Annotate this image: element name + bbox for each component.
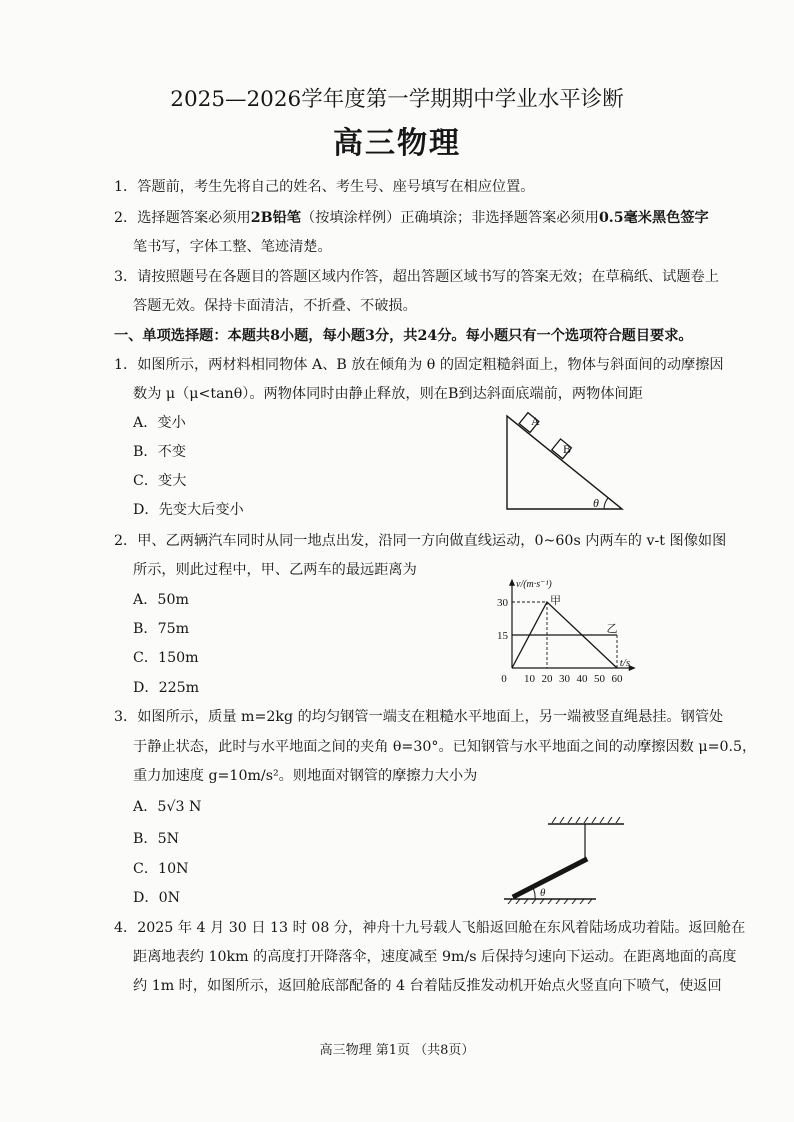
x-tick-label: 20 [541, 673, 553, 685]
instruction-3: 3．请按照题号在各题目的答题区域内作答，超出答题区域书写的答案无效；在草稿纸、试题卷上 [114, 269, 719, 285]
q1-stem-line2: 数为 μ（μ<tanθ）。两物体同时由静止释放，则在B到达斜面底端前，两物体间距 [133, 386, 643, 402]
series-label-yi: 乙 [606, 623, 618, 635]
q3-stem-line3: 重力加速度 g=10m/s²。则地面对钢管的摩擦力大小为 [133, 768, 478, 784]
q4-stem-line3: 约 1m 时，如图所示，返回舱底部配备的 4 台着陆反推发动机开始点火竖直向下喷气，使返回 [133, 978, 722, 994]
instruction-3-cont: 答题无效。保持卡面清洁，不折叠、不破损。 [133, 298, 417, 314]
ground-hatch [508, 899, 592, 904]
y-tick-label: 30 [497, 597, 508, 609]
incline-triangle [507, 416, 622, 509]
pipe-theta-label: θ [540, 887, 546, 899]
q2-option-d: D．225m [133, 680, 200, 696]
x-tick-label: 50 [594, 673, 605, 685]
q3-pipe-figure [500, 812, 635, 904]
q2-option-b: B．75m [133, 621, 190, 637]
q1-option-a: A．变小 [133, 415, 186, 431]
instruction-2-cont: 笔书写，字体工整、笔迹清楚。 [133, 239, 332, 255]
q4-stem-line1: 4．2025 年 4 月 30 日 13 时 08 分，神舟十九号载人飞船返回舱在东风着陆场成功着陆。返回舱在 [114, 920, 746, 936]
angle-arc [604, 498, 608, 509]
x-tick-label: 30 [559, 673, 570, 685]
q3-option-c: C．10N [133, 861, 189, 877]
q3-stem-line1: 3．如图所示，质量 m=2kg 的均匀钢管一端支在粗糙水平地面上，另一端被竖直绳悬挂。钢管处 [114, 709, 724, 725]
x-tick-label: 40 [576, 673, 588, 685]
subject-title: 高三物理 [333, 126, 461, 161]
block-a-label: A [531, 414, 540, 428]
y-tick-label: 15 [497, 630, 508, 642]
page-footer: 高三物理 第1页 （共8页） [319, 1043, 475, 1058]
q2-option-c: C．150m [133, 650, 199, 666]
instruction-2: 2．选择题答案必须用2B铅笔（按填涂样例）正确填涂；非选择题答案必须用0.5毫米黑色签字 [114, 210, 709, 226]
steel-pipe [515, 860, 585, 896]
q4-stem-line2: 距离地表约 10km 的高度打开降落伞，速度减至 9m/s 后保持匀速向下运动。在距离地面的高度 [133, 949, 737, 965]
q1-option-d: D．先变大后变小 [133, 502, 244, 518]
q1-option-b: B．不变 [133, 444, 186, 460]
pipe-angle-arc [533, 888, 535, 899]
x-tick-label: 0 [501, 673, 507, 685]
y-axis-arrow [509, 579, 515, 586]
q3-option-b: B．5N [133, 831, 180, 847]
ceiling-hatch [552, 817, 620, 823]
q2-stem-line2: 所示，则此过程中，甲、乙两车的最远距离为 [133, 562, 417, 578]
instruction-1: 1．答题前，考生先将自己的姓名、考生号、座号填写在相应位置。 [114, 179, 535, 195]
x-axis-label: t/s [619, 657, 631, 669]
exam-title: 2025—2026学年度第一学期期中学业水平诊断 [170, 87, 624, 112]
theta-label: θ [593, 496, 599, 510]
x-tick-label: 60 [611, 673, 623, 685]
q1-stem-line1: 1．如图所示，两材料相同物体 A、B 放在倾角为 θ 的固定粗糙斜面上，物体与斜面间的动摩擦因 [114, 357, 724, 373]
q2-stem-line1: 2．甲、乙两辆汽车同时从同一地点出发，沿同一方向做直线运动，0~60s 内两车的 v-t 图像如图 [114, 533, 727, 549]
y-axis-label: v/(m·s⁻¹) [516, 578, 552, 590]
series-label-jia: 甲 [550, 595, 561, 607]
q1-incline-figure [498, 408, 634, 516]
q2-option-a: A．50m [133, 592, 189, 608]
block-b-label: B [563, 442, 572, 456]
q1-option-c: C．变大 [133, 473, 187, 489]
q3-option-a: A．5√3 N [133, 799, 202, 815]
q3-stem-line2: 于静止状态，此时与水平地面之间的夹角 θ=30°。已知钢管与水平地面之间的动摩擦因数 μ=0.5， [133, 739, 757, 755]
x-tick-label: 10 [524, 673, 535, 685]
section-heading: 一、单项选择题：本题共8小题，每小题3分，共24分。每小题只有一个选项符合题目要求。 [114, 328, 693, 344]
q2-vt-chart [490, 560, 650, 690]
q3-option-d: D．0N [133, 890, 181, 906]
